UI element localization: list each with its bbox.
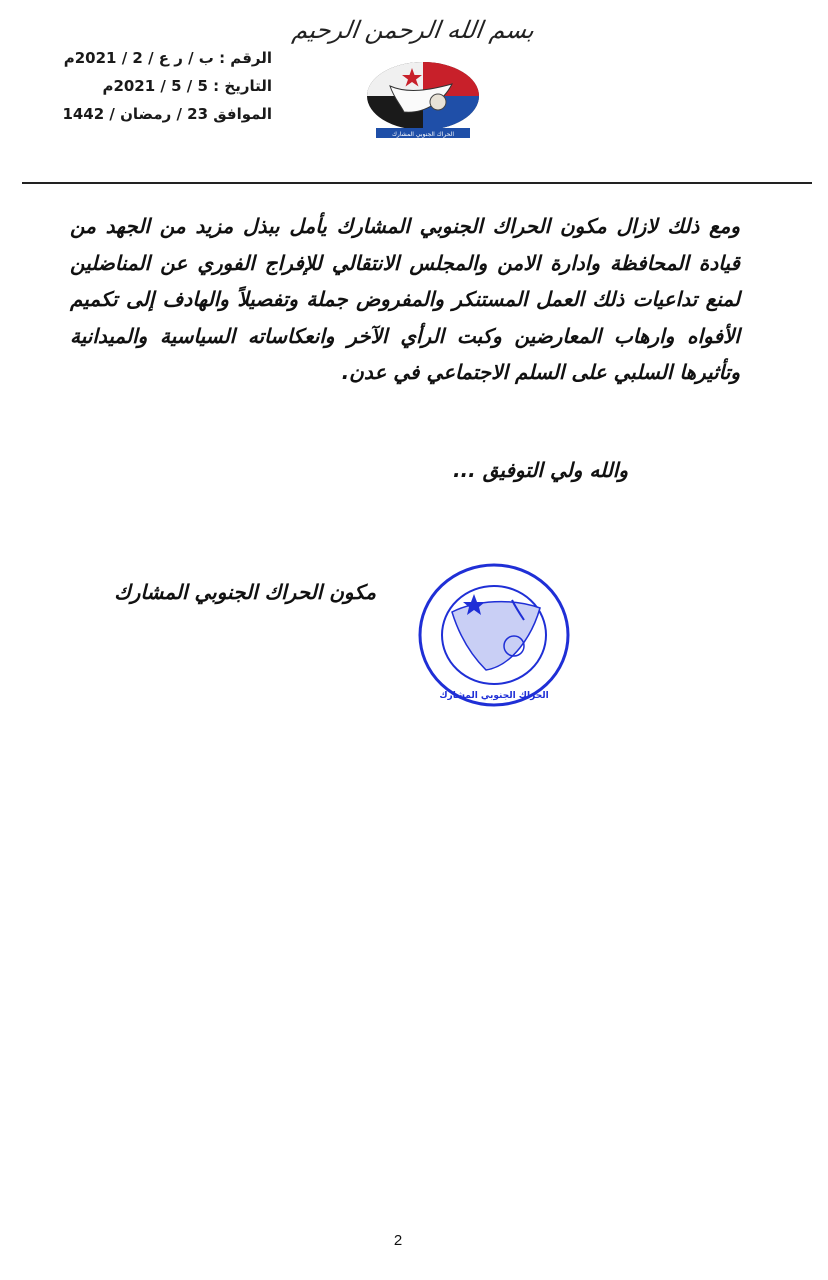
- basmala-calligraphy: بسم الله الرحمن الرحيم: [290, 16, 536, 44]
- page-number: 2: [393, 1232, 403, 1249]
- ref-number: الرقم : ب / ر ع / 2 / 2021م: [63, 49, 272, 67]
- stamp-caption: الحراك الجنوبي المشارك: [439, 691, 549, 701]
- letter-meta: [52, 44, 272, 128]
- letter-date: التاريخ : 5 / 5 / 2021م: [102, 77, 272, 95]
- logo-caption: الحراك الجنوبي المشارك: [391, 131, 455, 138]
- hijri-date: الموافق 23 / رمضان / 1442: [62, 105, 272, 123]
- organization-logo: [360, 56, 486, 140]
- body-paragraph: ومع ذلك لازال مكون الحراك الجنوبي المشارك يأمل ببذل مزيد من الجهد من قيادة المحافظة وادارة الامن والمجلس الانتقالي للإفراج الفوري عن المناضلين لمنع تداعيات ذلك العمل المستنكر والمفروض جملة وتفصيلاً والهادف إلى تكميم الأفواه وارهاب المعارضين وكبت الرأي الآخر وانعكاساته السياسية والميدانية وتأثيرها السلبي على السلم الاجتماعي في عدن.: [70, 214, 740, 384]
- header-divider: [22, 182, 812, 184]
- organization-stamp: [416, 560, 572, 710]
- closing-line: والله ولي التوفيق ...: [452, 458, 628, 482]
- signature-organization: مكون الحراك الجنوبي المشارك: [114, 580, 376, 604]
